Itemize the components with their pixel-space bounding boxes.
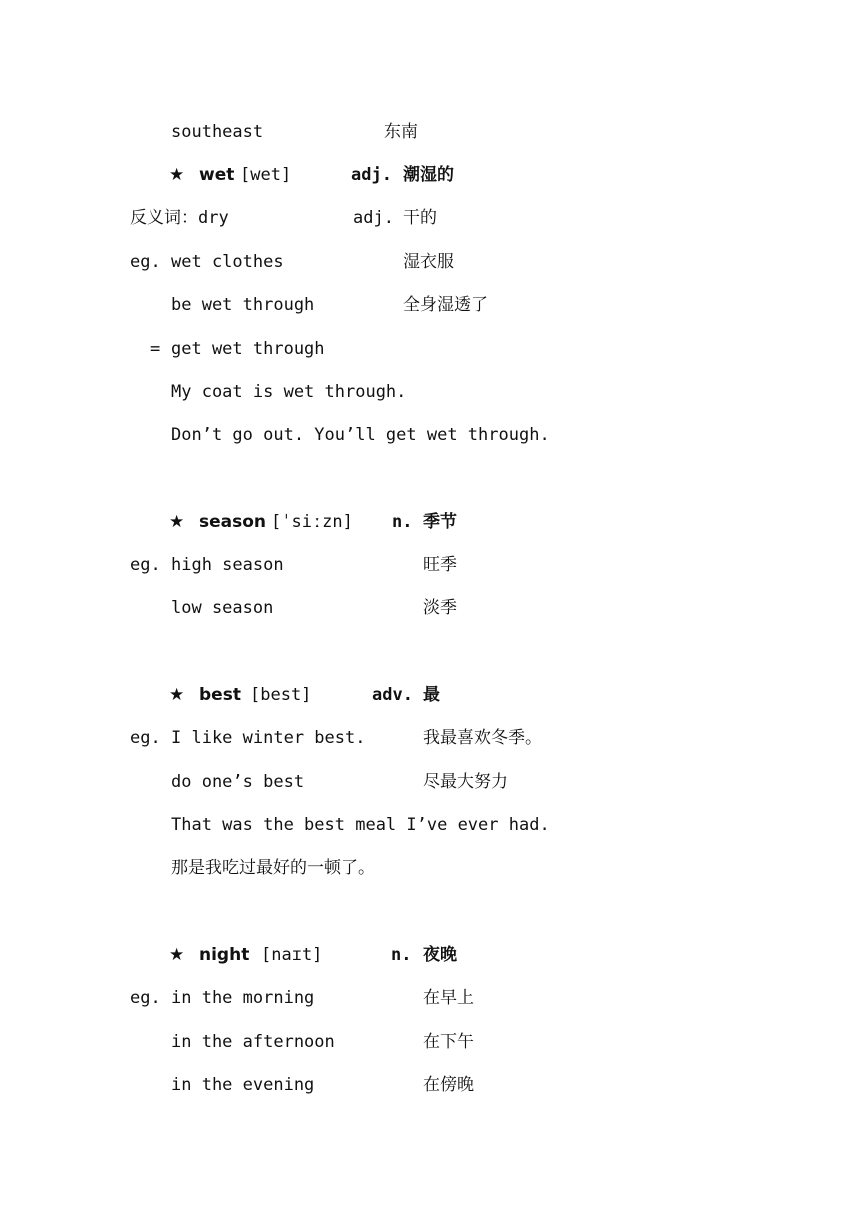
example-zh: 在下午 (423, 1032, 474, 1052)
part-of-speech: n. (392, 512, 413, 532)
example-en: in the afternoon (171, 1032, 335, 1052)
example-en: high season (171, 555, 284, 575)
headword-star-icon: ★ (169, 165, 185, 185)
part-of-speech: adv. (372, 685, 413, 705)
phonetic: [wet] (240, 165, 292, 185)
part-of-speech: adj. (351, 165, 392, 185)
headword-star-icon: ★ (169, 685, 185, 705)
phonetic: [ˈsiːzn] (271, 512, 353, 532)
phonetic: [best] (250, 685, 312, 705)
term-en: southeast (171, 122, 264, 142)
example-en: in the evening (171, 1075, 315, 1095)
example-sentence: That was the best meal I’ve ever had. (171, 815, 550, 835)
example-en: I like winter best. (171, 728, 366, 748)
headword: wet (199, 165, 235, 185)
example-zh: 尽最大努力 (423, 772, 508, 792)
definition: 最 (423, 685, 440, 705)
example-zh: 淡季 (423, 598, 457, 618)
headword: best (199, 685, 241, 705)
term-zh: 东南 (384, 122, 418, 142)
antonym: 反义词：dry (130, 208, 229, 228)
example-zh: 在早上 (423, 988, 474, 1008)
headword-star-icon: ★ (169, 512, 185, 532)
example-sentence: My coat is wet through. (171, 382, 407, 402)
example-label: eg. (130, 252, 161, 272)
definition: 潮湿的 (403, 165, 454, 185)
example-en: be wet through (171, 295, 315, 315)
example-label: eg. (130, 555, 161, 575)
example-en: do one’s best (171, 772, 305, 792)
headword: night (199, 945, 250, 965)
example-en: low season (171, 598, 274, 618)
example-en: wet clothes (171, 252, 284, 272)
part-of-speech: adj. (353, 208, 394, 228)
part-of-speech: n. (391, 945, 412, 965)
example-zh: 在傍晚 (423, 1075, 474, 1095)
headword-star-icon: ★ (169, 945, 185, 965)
definition: 干的 (403, 208, 437, 228)
example-en: get wet through (171, 339, 325, 359)
example-zh: 我最喜欢冬季。 (423, 728, 542, 748)
example-label: eg. (130, 988, 161, 1008)
definition: 夜晚 (423, 945, 457, 965)
example-zh: 湿衣服 (403, 252, 454, 272)
example-zh: 全身湿透了 (403, 295, 488, 315)
example-zh: 旺季 (423, 555, 457, 575)
example-sentence: Don’t go out. You’ll get wet through. (171, 425, 550, 445)
equals-sign: = (150, 339, 161, 359)
phonetic: [naɪt] (261, 945, 323, 965)
example-label: eg. (130, 728, 161, 748)
definition: 季节 (423, 512, 457, 532)
example-translation: 那是我吃过最好的一顿了。 (171, 858, 375, 878)
headword: season (199, 512, 267, 532)
example-en: in the morning (171, 988, 315, 1008)
